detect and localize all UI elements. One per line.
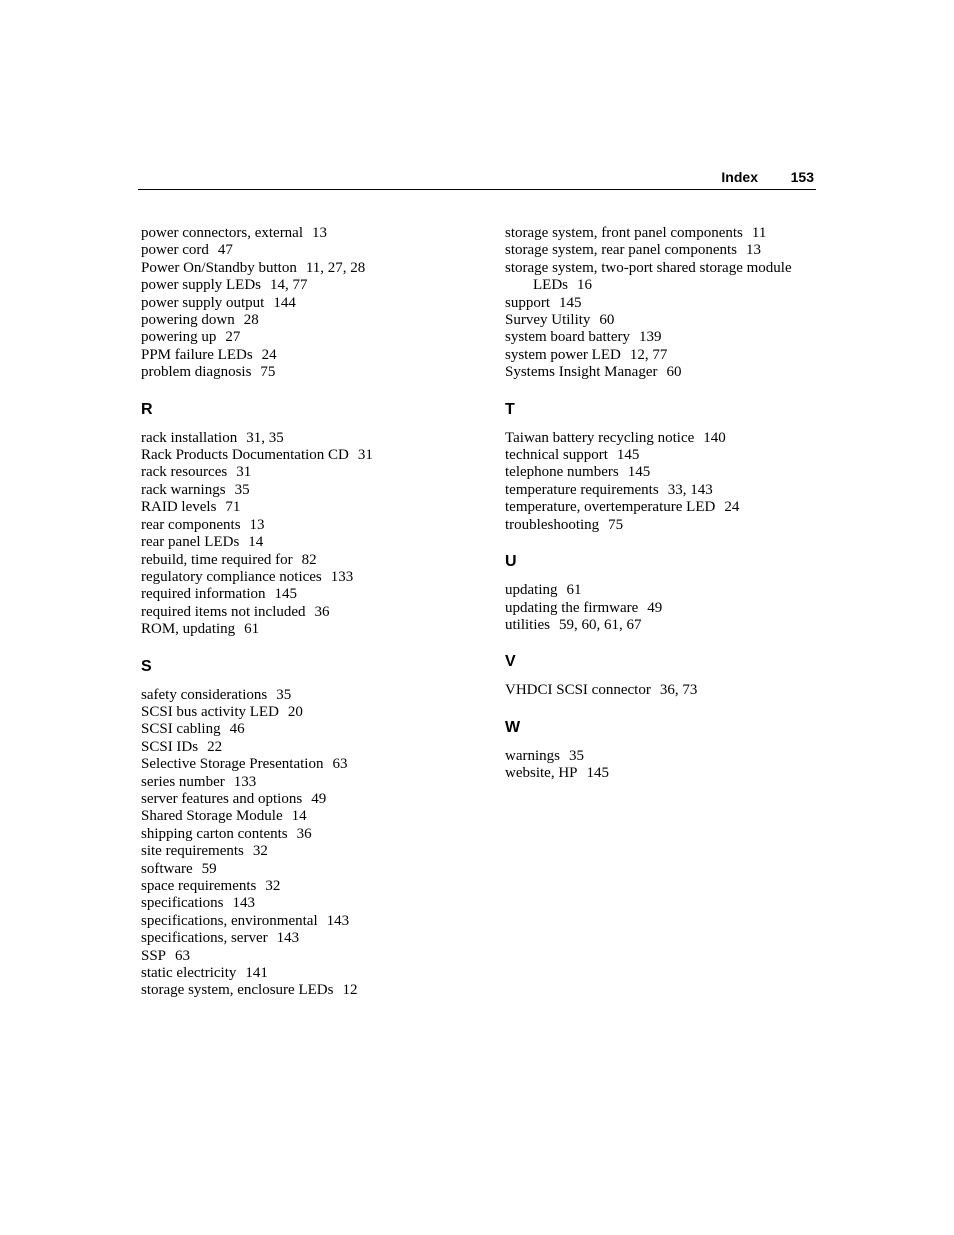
section-letter-heading: W bbox=[505, 718, 521, 736]
index-entry bbox=[141, 225, 481, 242]
index-page-refs: 35 bbox=[234, 481, 250, 498]
index-entry bbox=[505, 748, 825, 765]
index-entry bbox=[141, 791, 481, 808]
index-entry bbox=[141, 517, 481, 534]
section-letter-heading: R bbox=[141, 400, 153, 418]
index-term: specifications bbox=[141, 895, 224, 912]
index-term: rack warnings bbox=[141, 481, 226, 498]
index-page-refs: 31 bbox=[357, 447, 373, 464]
index-term: support bbox=[505, 294, 550, 311]
index-entry bbox=[141, 347, 481, 364]
index-term: Taiwan battery recycling notice bbox=[505, 429, 695, 446]
index-term: specifications, server bbox=[141, 930, 268, 947]
index-term: SSP bbox=[141, 947, 167, 964]
index-entry bbox=[141, 604, 481, 621]
index-page-refs: 143 bbox=[326, 912, 350, 929]
index-page-refs: 13 bbox=[312, 225, 328, 241]
index-term: storage system, two-port shared storage module bbox=[505, 259, 792, 276]
index-page-refs: 59, 60, 61, 67 bbox=[559, 616, 642, 633]
index-entry bbox=[505, 582, 825, 599]
index-entry bbox=[141, 430, 481, 447]
index-term: system board battery bbox=[505, 329, 630, 346]
index-entry bbox=[141, 499, 481, 516]
index-term: Systems Insight Manager bbox=[505, 364, 658, 381]
index-page-refs: 59 bbox=[201, 860, 217, 877]
index-page-refs: 145 bbox=[559, 294, 582, 311]
index-section bbox=[505, 718, 825, 783]
section-letter-heading: V bbox=[505, 653, 516, 671]
index-term: Power On/Standby button bbox=[141, 259, 297, 276]
index-entry bbox=[141, 552, 481, 569]
index-entry bbox=[141, 948, 481, 965]
index-page-refs: 31 bbox=[236, 464, 252, 481]
index-term: required items not included bbox=[141, 603, 306, 620]
index-term: updating the firmware bbox=[505, 599, 639, 616]
index-entry bbox=[505, 600, 825, 617]
index-term: ROM, updating bbox=[141, 621, 236, 638]
index-term: power supply LEDs bbox=[141, 277, 261, 294]
index-entry bbox=[505, 225, 825, 242]
index-column-right bbox=[505, 225, 825, 783]
index-term: powering down bbox=[141, 312, 235, 329]
index-page-refs: 61 bbox=[244, 621, 260, 638]
index-entry bbox=[141, 721, 481, 738]
index-term: rebuild, time required for bbox=[141, 551, 293, 568]
section-letter-heading: S bbox=[141, 657, 152, 675]
index-column-left bbox=[141, 225, 481, 1000]
section-letter-heading: T bbox=[505, 400, 515, 418]
index-entry bbox=[505, 482, 825, 499]
index-term: software bbox=[141, 860, 193, 877]
index-term: SCSI IDs bbox=[141, 738, 199, 755]
index-entry bbox=[141, 826, 481, 843]
index-term: utilities bbox=[505, 616, 550, 633]
index-entry bbox=[141, 312, 481, 329]
index-entry bbox=[505, 617, 825, 634]
index-entry bbox=[505, 242, 825, 259]
index-term-continuation bbox=[505, 277, 825, 294]
index-page-refs: 20 bbox=[287, 703, 303, 720]
index-term: SCSI cabling bbox=[141, 721, 221, 738]
index-term: site requirements bbox=[141, 843, 244, 860]
index-entry bbox=[141, 242, 481, 259]
index-term: updating bbox=[505, 582, 558, 599]
index-page-refs: 133 bbox=[330, 568, 354, 585]
index-term: specifications, environmental bbox=[141, 912, 318, 929]
index-entry bbox=[141, 464, 481, 481]
index-entry bbox=[141, 878, 481, 895]
index-term: website, HP bbox=[505, 765, 578, 782]
index-entry bbox=[141, 704, 481, 721]
index-page-refs: 12 bbox=[342, 982, 358, 999]
index-term: rear components bbox=[141, 516, 241, 533]
index-entry bbox=[141, 260, 481, 277]
index-section bbox=[505, 552, 825, 634]
index-entry bbox=[141, 534, 481, 551]
index-page-refs: 139 bbox=[638, 329, 662, 346]
index-entry bbox=[141, 739, 481, 756]
index-entry bbox=[141, 687, 481, 704]
index-page-refs: 144 bbox=[273, 294, 296, 311]
index-page-refs: 13 bbox=[746, 242, 762, 259]
index-page-refs: 49 bbox=[647, 599, 663, 616]
index-page-refs: 143 bbox=[232, 895, 255, 912]
index-entry bbox=[141, 569, 481, 586]
index-entry bbox=[141, 756, 481, 773]
index-entry bbox=[141, 913, 481, 930]
index-page-refs: 71 bbox=[225, 499, 241, 516]
index-page-refs: 140 bbox=[703, 429, 726, 446]
section-letter-heading: U bbox=[505, 553, 517, 571]
index-entry bbox=[141, 364, 481, 381]
index-entry bbox=[505, 464, 825, 481]
index-entry bbox=[505, 295, 825, 312]
index-section bbox=[505, 652, 825, 699]
index-page-refs: 33, 143 bbox=[667, 481, 713, 498]
index-term: technical support bbox=[505, 447, 608, 464]
index-page-refs: 14, 77 bbox=[270, 277, 308, 294]
index-entry bbox=[141, 295, 481, 312]
index-entry bbox=[505, 517, 825, 534]
index-term: server features and options bbox=[141, 790, 303, 807]
header-label: Index bbox=[721, 169, 758, 185]
index-section bbox=[141, 657, 481, 1000]
index-section bbox=[505, 400, 825, 534]
index-entry bbox=[505, 329, 825, 346]
index-page-refs: 143 bbox=[276, 930, 300, 947]
index-term: powering up bbox=[141, 329, 217, 346]
index-page-refs: 36 bbox=[314, 603, 330, 620]
index-term: VHDCI SCSI connector bbox=[505, 682, 651, 699]
index-page-refs: 32 bbox=[252, 843, 268, 860]
index-page-refs: 145 bbox=[627, 464, 651, 481]
index-entry bbox=[141, 808, 481, 825]
index-entry bbox=[505, 499, 825, 516]
index-page-refs: 60 bbox=[599, 312, 615, 329]
index-page-refs: 35 bbox=[569, 747, 584, 764]
index-term: warnings bbox=[505, 747, 560, 764]
index-term: SCSI bus activity LED bbox=[141, 703, 279, 720]
index-entry bbox=[505, 260, 825, 295]
index-page-refs: 11, 27, 28 bbox=[305, 259, 366, 276]
index-term: storage system, enclosure LEDs bbox=[141, 982, 334, 999]
index-entry bbox=[505, 347, 825, 364]
index-term: shipping carton contents bbox=[141, 825, 288, 842]
index-page-refs: 36 bbox=[296, 825, 312, 842]
index-page-refs: 24 bbox=[724, 499, 740, 516]
index-page-refs: 47 bbox=[217, 242, 233, 259]
index-term: regulatory compliance notices bbox=[141, 568, 322, 585]
page-header bbox=[138, 168, 816, 190]
index-term: troubleshooting bbox=[505, 516, 600, 533]
index-term: Selective Storage Presentation bbox=[141, 756, 324, 773]
index-page-refs: 31, 35 bbox=[246, 429, 284, 446]
index-term: storage system, front panel components bbox=[505, 225, 743, 241]
index-page-refs: 28 bbox=[243, 312, 259, 329]
index-page-refs: 145 bbox=[274, 586, 298, 603]
index-entry bbox=[505, 447, 825, 464]
index-term: Survey Utility bbox=[505, 312, 591, 329]
index-page-refs: 133 bbox=[233, 773, 257, 790]
index-page-refs: 60 bbox=[666, 364, 682, 381]
index-page-refs: 35 bbox=[276, 686, 292, 703]
index-entry bbox=[141, 895, 481, 912]
index-page-refs: 49 bbox=[311, 790, 327, 807]
index-entry bbox=[505, 364, 825, 381]
index-entry bbox=[141, 982, 481, 999]
index-entry bbox=[505, 682, 825, 699]
index-page-refs: 22 bbox=[207, 738, 223, 755]
index-term-continued-text: LEDs bbox=[533, 277, 568, 294]
index-page-refs: 82 bbox=[301, 551, 317, 568]
index-term: temperature requirements bbox=[505, 481, 659, 498]
index-page-refs: 36, 73 bbox=[659, 682, 698, 699]
index-page-refs: 63 bbox=[332, 756, 348, 773]
index-term: problem diagnosis bbox=[141, 364, 252, 381]
index-term: system power LED bbox=[505, 346, 621, 363]
index-term: power cord bbox=[141, 242, 209, 259]
index-entry bbox=[505, 765, 825, 782]
index-entry bbox=[505, 312, 825, 329]
index-term: Rack Products Documentation CD bbox=[141, 447, 349, 464]
index-page-refs: 141 bbox=[245, 965, 268, 982]
index-term: PPM failure LEDs bbox=[141, 346, 253, 363]
index-page-refs: 61 bbox=[566, 582, 582, 599]
index-entry bbox=[141, 843, 481, 860]
index-page-refs: 32 bbox=[265, 878, 281, 894]
index-page-refs: 145 bbox=[616, 447, 640, 464]
index-term: power supply output bbox=[141, 294, 265, 311]
index-term: telephone numbers bbox=[505, 464, 619, 481]
index-term: rear panel LEDs bbox=[141, 534, 240, 551]
index-entry bbox=[141, 930, 481, 947]
index-term: storage system, rear panel components bbox=[505, 242, 738, 259]
index-term: safety considerations bbox=[141, 686, 268, 703]
index-term: rack resources bbox=[141, 464, 228, 481]
index-page-refs: 13 bbox=[249, 516, 265, 533]
index-page-refs: 27 bbox=[225, 329, 241, 346]
index-page-refs: 14 bbox=[291, 808, 307, 825]
index-term: Shared Storage Module bbox=[141, 808, 283, 825]
index-entry bbox=[141, 861, 481, 878]
index-page-refs: 46 bbox=[229, 721, 245, 738]
index-section bbox=[141, 400, 481, 639]
index-page-refs: 63 bbox=[175, 947, 191, 964]
index-term: space requirements bbox=[141, 878, 257, 894]
index-page-refs: 16 bbox=[577, 277, 592, 294]
index-term: required information bbox=[141, 586, 266, 603]
index-entry bbox=[141, 277, 481, 294]
index-page-refs: 12, 77 bbox=[629, 346, 668, 363]
index-entry bbox=[141, 447, 481, 464]
page-number: 153 bbox=[790, 169, 814, 185]
index-term: power connectors, external bbox=[141, 225, 304, 241]
index-page-refs: 145 bbox=[586, 765, 609, 782]
index-page-refs: 24 bbox=[261, 346, 277, 363]
index-entry bbox=[141, 329, 481, 346]
index-term: temperature, overtemperature LED bbox=[505, 499, 716, 516]
index-page-refs: 11 bbox=[751, 225, 767, 241]
index-entry bbox=[141, 586, 481, 603]
index-page-refs: 14 bbox=[248, 534, 264, 551]
index-entry bbox=[505, 430, 825, 447]
index-entry bbox=[141, 621, 481, 638]
index-page-refs: 75 bbox=[260, 364, 276, 381]
index-term: RAID levels bbox=[141, 499, 217, 516]
index-entry bbox=[141, 774, 481, 791]
index-entry bbox=[141, 482, 481, 499]
index-term: static electricity bbox=[141, 965, 237, 982]
index-term: series number bbox=[141, 773, 225, 790]
index-entry bbox=[141, 965, 481, 982]
index-page-refs: 75 bbox=[608, 516, 624, 533]
index-term: rack installation bbox=[141, 429, 238, 446]
